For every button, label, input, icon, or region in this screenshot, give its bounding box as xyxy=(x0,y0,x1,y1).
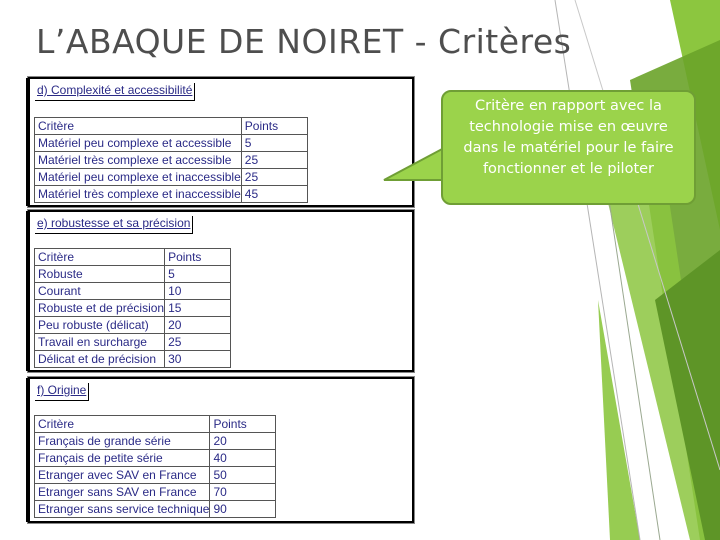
header-cell: Points xyxy=(165,249,231,266)
criterion-cell: Etranger avec SAV en France xyxy=(35,467,210,484)
header-cell: Points xyxy=(241,118,307,135)
criterion-cell: Matériel peu complexe et accessible xyxy=(35,135,242,152)
table-row xyxy=(35,484,276,501)
table-row xyxy=(35,135,308,152)
points-cell: 5 xyxy=(241,135,307,152)
criteria-table xyxy=(34,415,276,518)
section-robustness-panel xyxy=(28,210,414,372)
table-row xyxy=(35,152,308,169)
points-cell: 50 xyxy=(210,467,276,484)
points-cell: 10 xyxy=(165,283,231,300)
header-cell: Points xyxy=(210,416,276,433)
points-cell: 70 xyxy=(210,484,276,501)
table-header-row xyxy=(35,416,276,433)
criterion-cell: Travail en surcharge xyxy=(35,334,165,351)
points-cell: 25 xyxy=(165,334,231,351)
points-cell: 15 xyxy=(165,300,231,317)
table-row xyxy=(35,467,276,484)
criterion-cell: Peu robuste (délicat) xyxy=(35,317,165,334)
section-title: d) Complexité et accessibilité xyxy=(35,83,195,101)
points-cell: 20 xyxy=(210,433,276,450)
points-cell: 25 xyxy=(241,169,307,186)
criterion-cell: Etranger sans service technique xyxy=(35,501,210,518)
table-row xyxy=(35,334,231,351)
callout-pointer xyxy=(382,140,446,186)
table-row xyxy=(35,169,308,186)
section-origin-panel xyxy=(28,377,414,523)
section-title: e) robustesse et sa précision xyxy=(35,216,193,234)
criterion-cell: Robuste xyxy=(35,266,165,283)
criterion-cell: Matériel très complexe et inaccessible xyxy=(35,186,242,203)
table-header-row xyxy=(35,118,308,135)
points-cell: 20 xyxy=(165,317,231,334)
table-row xyxy=(35,351,231,368)
criterion-cell: Français de grande série xyxy=(35,433,210,450)
section-complexity-panel xyxy=(28,77,414,207)
criterion-cell: Matériel très complexe et accessible xyxy=(35,152,242,169)
points-cell: 45 xyxy=(241,186,307,203)
points-cell: 25 xyxy=(241,152,307,169)
criterion-cell: Courant xyxy=(35,283,165,300)
table-row xyxy=(35,450,276,467)
criterion-cell: Robuste et de précision xyxy=(35,300,165,317)
points-cell: 30 xyxy=(165,351,231,368)
points-cell: 40 xyxy=(210,450,276,467)
table-row xyxy=(35,266,231,283)
table-row xyxy=(35,300,231,317)
points-cell: 5 xyxy=(165,266,231,283)
header-cell: Critère xyxy=(35,118,242,135)
points-cell: 90 xyxy=(210,501,276,518)
criterion-cell: Français de petite série xyxy=(35,450,210,467)
table-row xyxy=(35,433,276,450)
header-cell: Critère xyxy=(35,416,210,433)
table-row xyxy=(35,186,308,203)
criterion-cell: Etranger sans SAV en France xyxy=(35,484,210,501)
criteria-table xyxy=(34,117,308,203)
table-row xyxy=(35,283,231,300)
table-header-row xyxy=(35,249,231,266)
slide-title: L’ABAQUE DE NOIRET - Critères xyxy=(36,22,572,61)
header-cell: Critère xyxy=(35,249,165,266)
criterion-cell: Matériel peu complexe et inaccessible xyxy=(35,169,242,186)
section-title: f) Origine xyxy=(35,383,89,401)
callout-bubble: Critère en rapport avec la technologie mise en œuvre dans le matériel pour le faire fonctionner et le piloter xyxy=(441,90,696,205)
table-row xyxy=(35,317,231,334)
table-row xyxy=(35,501,276,518)
criteria-table xyxy=(34,248,231,368)
criterion-cell: Délicat et de précision xyxy=(35,351,165,368)
